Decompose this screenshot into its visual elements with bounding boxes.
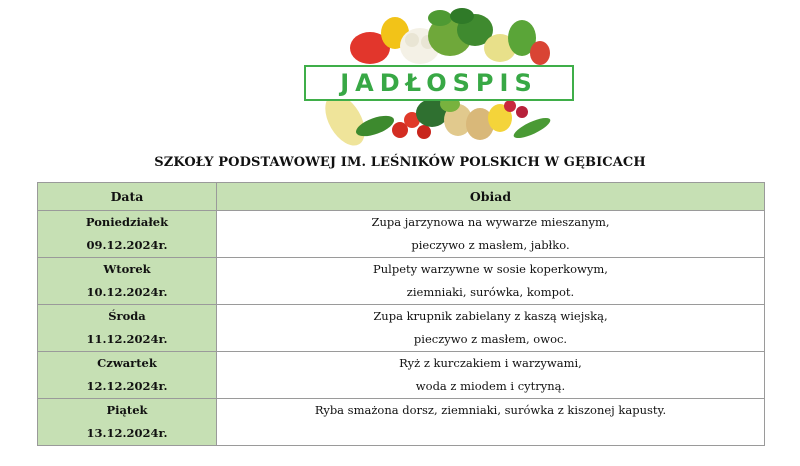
date-value: 10.12.2024r. <box>86 285 168 299</box>
table-row <box>38 352 765 399</box>
column-header-date: Data <box>38 183 217 211</box>
meal-cell <box>217 305 765 352</box>
day-name: Czwartek <box>97 356 157 370</box>
menu-title-box <box>304 65 574 101</box>
table-row <box>38 305 765 352</box>
meal-cell <box>217 211 765 258</box>
school-subtitle: SZKOŁY PODSTAWOWEJ IM. LEŚNIKÓW POLSKICH W GĘBICACH <box>154 155 646 170</box>
meal-line: ziemniaki, surówka, kompot. <box>406 285 575 299</box>
date-cell <box>38 352 217 399</box>
meal-line: Ryż z kurczakiem i warzywami, <box>399 356 582 370</box>
table-row <box>38 211 765 258</box>
table-row <box>38 258 765 305</box>
date-value: 13.12.2024r. <box>86 426 168 440</box>
meal-line: pieczywo z masłem, jabłko. <box>411 238 570 252</box>
meal-line: woda z miodem i cytryną. <box>415 379 566 393</box>
table-header-row <box>38 183 765 211</box>
menu-title: JADŁOSPIS <box>340 69 538 97</box>
meal-line: Zupa krupnik zabielany z kaszą wiejską, <box>373 309 608 323</box>
meal-line: Pulpety warzywne w sosie koperkowym, <box>373 262 608 276</box>
meal-cell <box>217 352 765 399</box>
meal-cell <box>217 258 765 305</box>
column-header-lunch: Obiad <box>217 183 765 211</box>
date-value: 09.12.2024r. <box>86 238 168 252</box>
meal-line <box>217 422 764 445</box>
meal-line: Ryba smażona dorsz, ziemniaki, surówka z kiszonej kapusty. <box>314 403 667 417</box>
meal-cell <box>217 399 765 446</box>
day-name: Piątek <box>106 403 148 417</box>
date-value: 11.12.2024r. <box>86 332 168 346</box>
menu-table <box>37 182 765 446</box>
table-row <box>38 399 765 446</box>
date-value: 12.12.2024r. <box>86 379 168 393</box>
meal-line: Zupa jarzynowa na wywarze mieszanym, <box>371 215 610 229</box>
date-cell <box>38 399 217 446</box>
date-cell <box>38 211 217 258</box>
day-name: Poniedziałek <box>85 215 169 229</box>
meal-line: pieczywo z masłem, owoc. <box>413 332 568 346</box>
date-cell <box>38 258 217 305</box>
day-name: Środa <box>108 309 146 323</box>
day-name: Wtorek <box>103 262 151 276</box>
date-cell <box>38 305 217 352</box>
